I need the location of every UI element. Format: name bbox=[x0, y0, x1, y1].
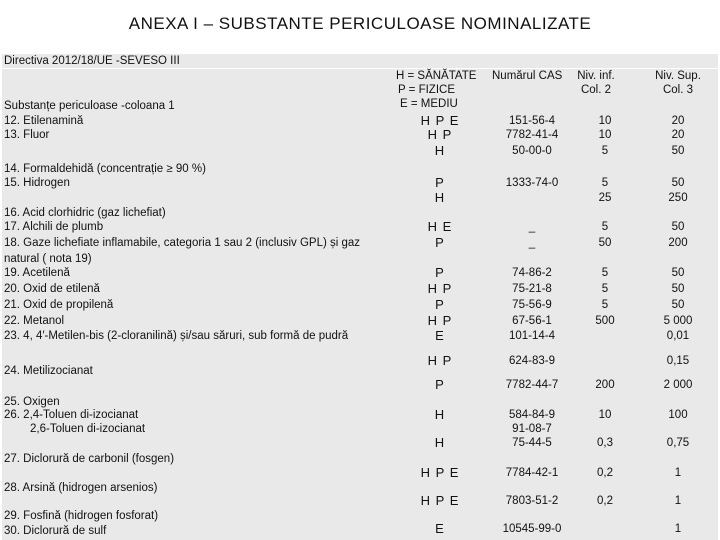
substance-name: 16. Acid clorhidric (gaz lichefiat) bbox=[4, 207, 166, 219]
hazard-class: H bbox=[434, 407, 446, 422]
cas-number: 75-44-5 bbox=[512, 437, 552, 449]
cas-number: 7782-44-7 bbox=[505, 379, 559, 391]
hazard-class: H E bbox=[427, 219, 453, 234]
cas-number: 50-00-0 bbox=[512, 145, 552, 157]
upper-tier-threshold: 0,15 bbox=[666, 355, 690, 367]
substance-name: 27. Diclorură de carbonil (fosgen) bbox=[4, 453, 175, 465]
lower-tier-threshold: 10 bbox=[598, 129, 612, 141]
hazard-class: P bbox=[435, 235, 445, 250]
cas-number: 7784-42-1 bbox=[505, 467, 559, 479]
cas-number: 101-14-4 bbox=[508, 330, 556, 342]
cas-column-header: Numărul CAS bbox=[492, 70, 563, 82]
substance-name: 25. Oxigen bbox=[4, 396, 60, 408]
substance-name: 19. Acetilenă bbox=[4, 267, 70, 279]
upper-tier-threshold: 2 000 bbox=[663, 379, 693, 391]
substance-name: 30. Diclorură de sulf bbox=[4, 525, 107, 537]
inf-column-header-line2: Col. 2 bbox=[580, 84, 612, 96]
lower-tier-threshold: 5 bbox=[601, 299, 609, 311]
substance-name: 29. Fosfină (hidrogen fosforat) bbox=[4, 510, 159, 522]
lower-tier-threshold: 0,2 bbox=[597, 467, 613, 479]
substance-name: 21. Oxid de propilenă bbox=[4, 299, 114, 311]
lower-tier-threshold: 200 bbox=[595, 379, 615, 391]
upper-tier-threshold: 20 bbox=[671, 129, 685, 141]
cas-number: 7782-41-4 bbox=[505, 129, 559, 141]
substance-name: 2,6-Toluen di-izocianat bbox=[30, 423, 146, 435]
substance-name: 18. Gaze lichefiate inflamabile, categoria 1 sau 2 (inclusiv GPL) și gaz bbox=[4, 237, 361, 249]
hazard-class: H P E bbox=[420, 465, 460, 480]
hazard-class: H P E bbox=[420, 493, 460, 508]
upper-tier-threshold: 20 bbox=[671, 115, 685, 127]
hazard-class: H P bbox=[427, 313, 453, 328]
lower-tier-threshold: 25 bbox=[598, 192, 612, 204]
hazard-class: E bbox=[435, 521, 445, 536]
substance-name: 13. Fluor bbox=[4, 129, 50, 141]
substance-name: 17. Alchili de plumb bbox=[4, 221, 104, 233]
left-column-header: Substanțe periculoase -coloana 1 bbox=[4, 100, 175, 112]
legend-environment: E = MEDIU bbox=[400, 98, 458, 110]
substance-name: 12. Etilenamină bbox=[4, 115, 84, 127]
upper-tier-threshold: 1 bbox=[674, 495, 682, 507]
hazard-class: P bbox=[435, 175, 445, 190]
cas-number: _ bbox=[528, 237, 536, 249]
legend-health: H = SĂNĂTATE bbox=[396, 70, 477, 82]
substance-name: natural ( nota 19) bbox=[4, 253, 92, 265]
hazard-class: H P bbox=[427, 281, 453, 296]
hazard-class: H P bbox=[427, 127, 453, 142]
lower-tier-threshold: 5 bbox=[601, 177, 609, 189]
cas-number: 67-56-1 bbox=[512, 315, 552, 327]
hazard-class: E bbox=[435, 328, 445, 343]
cas-number: 624-83-9 bbox=[508, 355, 556, 367]
cas-number: 75-56-9 bbox=[512, 299, 552, 311]
page-title: ANEXA I – SUBSTANTE PERICULOASE NOMINALIZATE bbox=[128, 14, 592, 33]
lower-tier-threshold: 500 bbox=[595, 315, 615, 327]
hazard-class: H P bbox=[427, 353, 453, 368]
header-divider bbox=[2, 68, 718, 69]
substance-name: 15. Hidrogen bbox=[4, 177, 70, 189]
sup-column-header-line2: Col. 3 bbox=[662, 84, 694, 96]
substance-name: 24. Metilizocianat bbox=[4, 365, 93, 377]
substance-name: 23. 4, 4′-Metilen-bis (2-cloranilină) și/sau săruri, sub formă de pudră bbox=[4, 330, 349, 342]
upper-tier-threshold: 100 bbox=[668, 409, 688, 421]
lower-tier-threshold: 5 bbox=[601, 145, 609, 157]
upper-tier-threshold: 250 bbox=[668, 192, 688, 204]
cas-number: 74-86-2 bbox=[512, 267, 552, 279]
cas-number: _ bbox=[528, 221, 536, 233]
inf-column-header-line1: Niv. inf. bbox=[577, 70, 615, 82]
hazard-class: H bbox=[434, 143, 446, 158]
upper-tier-threshold: 50 bbox=[671, 221, 685, 233]
upper-tier-threshold: 200 bbox=[668, 237, 688, 249]
legend-physical: P = FIZICE bbox=[398, 84, 455, 96]
lower-tier-threshold: 10 bbox=[598, 409, 612, 421]
upper-tier-threshold: 0,01 bbox=[666, 330, 690, 342]
upper-tier-threshold: 1 bbox=[674, 523, 682, 535]
cas-number: 151-56-4 bbox=[508, 115, 556, 127]
hazard-class: P bbox=[435, 265, 445, 280]
substance-name: 20. Oxid de etilenă bbox=[4, 283, 100, 295]
hazard-class: P bbox=[435, 297, 445, 312]
upper-tier-threshold: 50 bbox=[671, 267, 685, 279]
cas-number: 7803-51-2 bbox=[505, 495, 559, 507]
lower-tier-threshold: 50 bbox=[598, 237, 612, 249]
hazard-class: P bbox=[435, 377, 445, 392]
upper-tier-threshold: 50 bbox=[671, 299, 685, 311]
substance-name: 14. Formaldehidă (concentrație ≥ 90 %) bbox=[4, 163, 206, 175]
upper-tier-threshold: 50 bbox=[671, 177, 685, 189]
substance-name: 26. 2,4-Toluen di-izocianat bbox=[4, 409, 139, 421]
lower-tier-threshold: 10 bbox=[598, 115, 612, 127]
upper-tier-threshold: 50 bbox=[671, 283, 685, 295]
substance-name: 28. Arsină (hidrogen arsenios) bbox=[4, 482, 158, 494]
upper-tier-threshold: 50 bbox=[671, 145, 685, 157]
lower-tier-threshold: 0,3 bbox=[597, 437, 613, 449]
lower-tier-threshold: 0,2 bbox=[597, 495, 613, 507]
upper-tier-threshold: 0,75 bbox=[666, 437, 690, 449]
cas-number: 91-08-7 bbox=[512, 423, 552, 435]
substance-name: 22. Metanol bbox=[4, 315, 65, 327]
sup-column-header-line1: Niv. Sup. bbox=[655, 70, 701, 82]
hazard-class: H P E bbox=[420, 113, 460, 128]
lower-tier-threshold: 5 bbox=[601, 221, 609, 233]
hazard-class: H bbox=[434, 190, 446, 205]
lower-tier-threshold: 5 bbox=[601, 283, 609, 295]
cas-number: 75-21-8 bbox=[512, 283, 552, 295]
cas-number: 1333-74-0 bbox=[505, 177, 559, 189]
cas-number: 584-84-9 bbox=[508, 409, 556, 421]
directive-label: Directiva 2012/18/UE -SEVESO III bbox=[4, 55, 180, 67]
lower-tier-threshold: 5 bbox=[601, 267, 609, 279]
cas-number: 10545-99-0 bbox=[502, 523, 562, 535]
upper-tier-threshold: 5 000 bbox=[663, 315, 693, 327]
hazard-class: H bbox=[434, 435, 446, 450]
upper-tier-threshold: 1 bbox=[674, 467, 682, 479]
